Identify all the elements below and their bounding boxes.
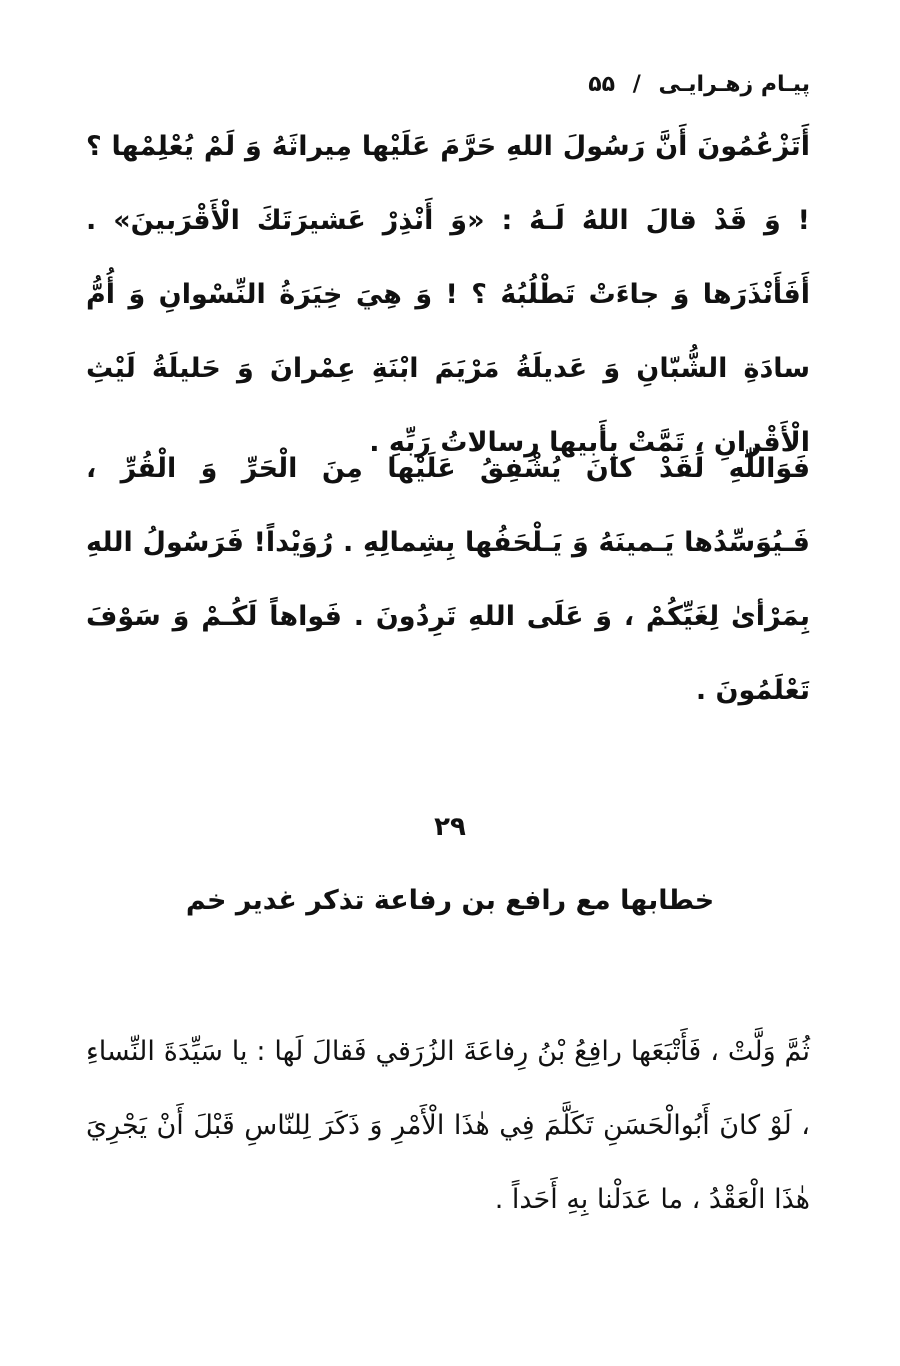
running-header [588,72,810,97]
section-number: ۲۹ [434,812,466,842]
page-number: ۵۵ [588,72,616,97]
sermon-paragraph-1: أَتَزْعُمُونَ أَنَّ رَسُولَ اللهِ حَرَّمَ عَلَيْها مِيراثَهُ وَ لَمْ يُعْلِمْها ؟ ! وَ قَدْ قالَ اللهُ لَـهُ : «وَ أَنْذِرْ عَشيرَتَكَ الْأَقْرَبينَ» . أَفَأَنْذَرَها وَ جاءَتْ تَطْلُبُهُ ؟ ! وَ هِيَ خِيَرَةُ النِّسْوانِ وَ أُمُّ سادَةِ الشُّبّانِ وَ عَديلَةُ مَرْيَمَ ابْنَةِ عِمْرانَ وَ حَليلَةُ لَيْثِ الْأَقْرانِ ، تَمَّتْ بِأَبيها رِسالاتُ رَبِّهِ . [86,131,810,458]
section-title: خطابها مع رافع بن رفاعة تذكر غدير خم [185,885,715,916]
running-header-separator: / [632,72,641,97]
narrative-paragraph: ثُمَّ وَلَّتْ ، فَأَتْبَعَها رافِعُ بْنُ رِفاعَةَ الزُرَقي فَقالَ لَها : يا سَيِّدَةَ النِّساءِ ، لَوْ كانَ أَبُوالْحَسَنِ تَكَلَّمَ فِي هٰذَا الْأَمْرِ وَ ذَكَرَ لِلنّاسِ قَبْلَ أَنْ يَجْرِيَ هٰذَا الْعَقْدُ ، ما عَدَلْنا بِهِ أَحَداً . [86,1036,810,1215]
running-header-book-title: پیـام زهـرایـی [658,72,810,97]
sermon-paragraph-2: فَوَاللّٰهِ لَقَدْ كانَ يُشْفِقُ عَلَيْها مِنَ الْحَرِّ وَ الْقُرِّ ، فَـيُوَسِّدُها يَـمينَهُ وَ يَـلْحَفُها بِشِمالِهِ . رُوَيْداً! فَرَسُولُ اللهِ بِمَرْأىٰ لِغَيِّكُمْ ، وَ عَلَى اللهِ تَرِدُونَ . فَواهاً لَكُـمْ وَ سَوْفَ تَعْلَمُونَ . [86,453,810,706]
